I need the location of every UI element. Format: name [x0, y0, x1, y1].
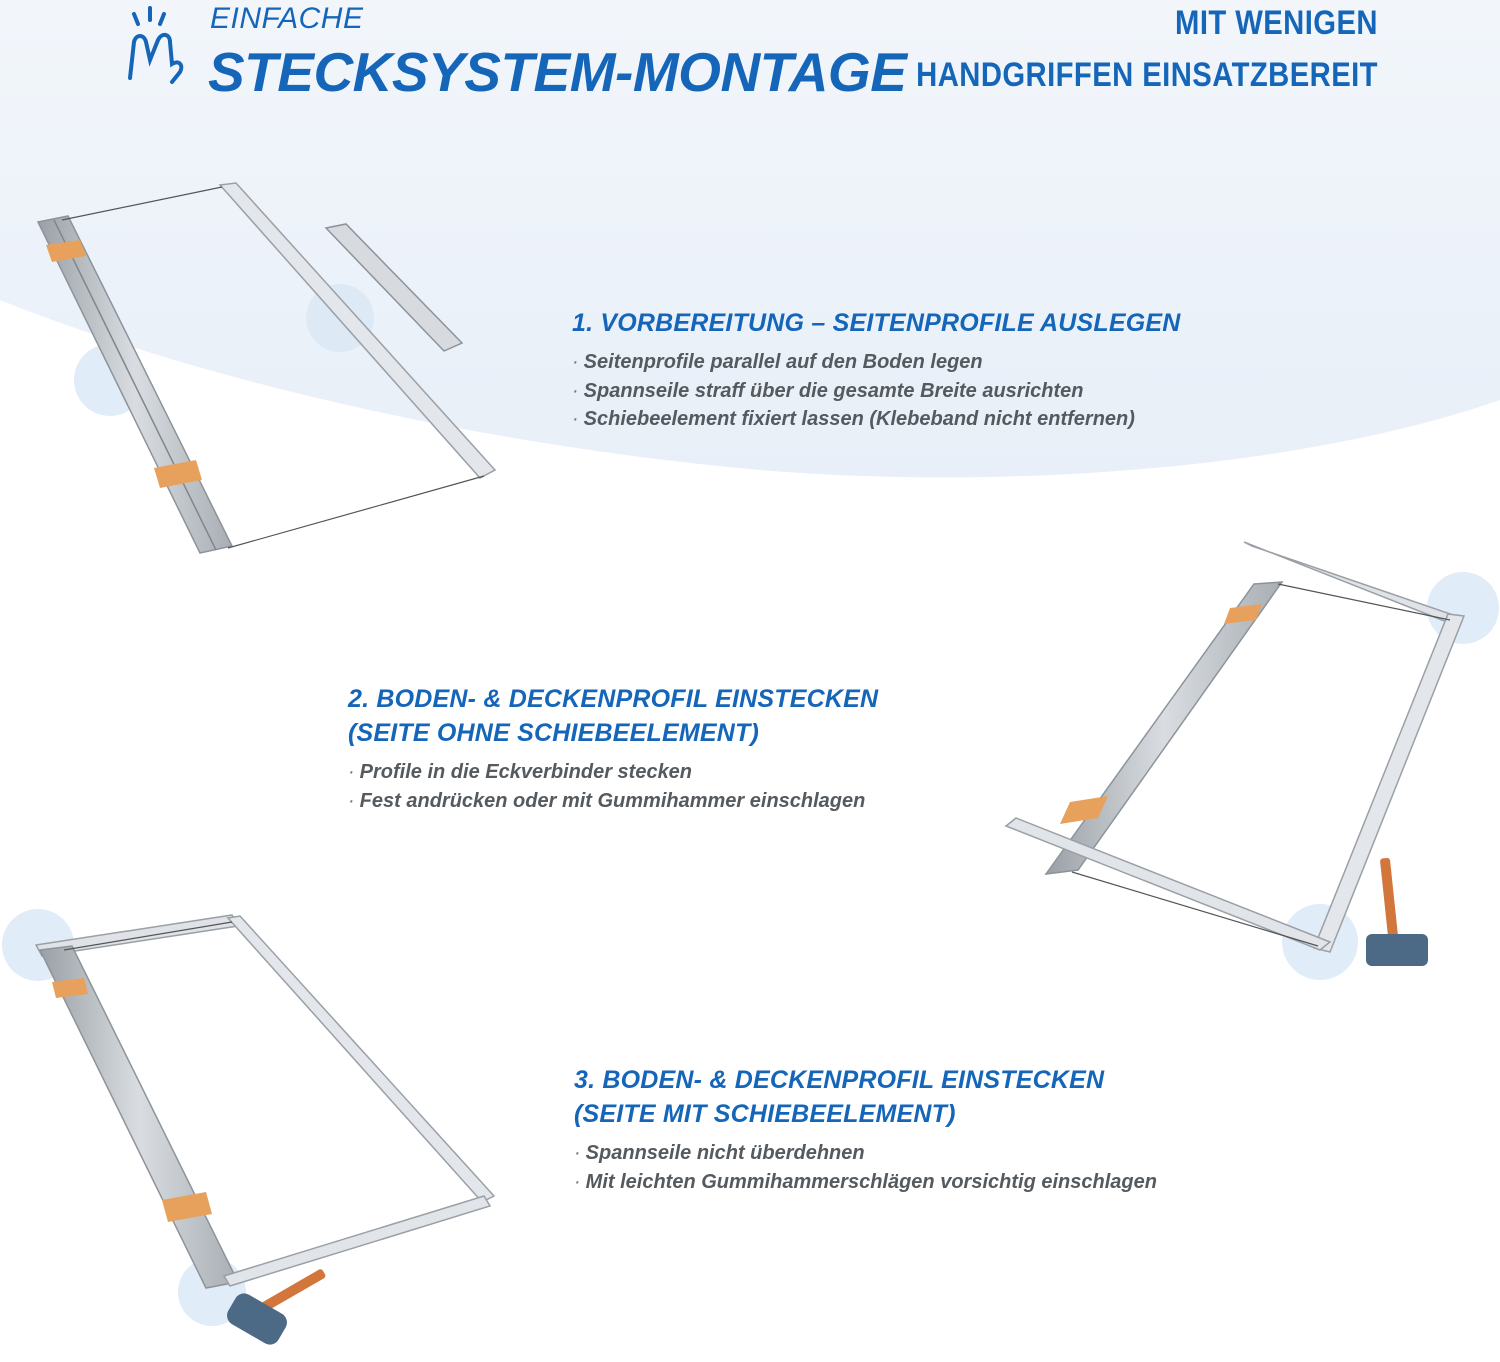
bullet-dot-icon: ·	[572, 379, 579, 402]
list-item: · Spannseile nicht überdehnen	[574, 1142, 865, 1164]
bullet-dot-icon: ·	[572, 351, 579, 373]
step-2-title-line-2: (SEITE OHNE SCHIEBEELEMENT)	[348, 719, 759, 747]
header-kicker: EINFACHE	[210, 2, 364, 35]
list-item: · Schiebeelement fixiert lassen (Klebeband nicht entfernen)	[572, 408, 1135, 430]
tape-strip	[1224, 604, 1262, 624]
step-1-title: 1. VORBEREITUNG – SEITENPROFILE AUSLEGEN	[572, 309, 1181, 337]
highlight-circle	[1427, 572, 1499, 644]
list-item: · Seitenprofile parallel auf den Boden legen	[572, 351, 983, 373]
side-profile-left	[40, 946, 238, 1288]
step-2	[348, 682, 878, 815]
list-item: · Mit leichten Gummihammerschlägen vorsichtig einschlagen	[574, 1170, 1157, 1193]
step-1-bullets	[572, 348, 1181, 434]
tension-cable	[64, 922, 232, 950]
step-2-title-line-1: 2. BODEN- & DECKENPROFIL EINSTECKEN	[348, 685, 879, 713]
list-item: · Fest andrücken oder mit Gummihammer einschlagen	[348, 789, 866, 812]
bullet-dot-icon: ·	[572, 408, 579, 430]
list-item: · Profile in die Eckverbinder stecken	[348, 761, 693, 783]
rubber-mallet-icon	[1366, 858, 1428, 966]
bullet-dot-icon: ·	[348, 789, 355, 812]
list-item: · Spannseile straff über die gesamte Breite ausrichten	[572, 379, 1084, 402]
page-title: STECKSYSTEM-MONTAGE	[208, 41, 907, 103]
side-profile-left	[1046, 582, 1282, 874]
bullet-dot-icon: ·	[574, 1142, 581, 1164]
right-profile	[228, 916, 494, 1202]
tension-cable	[62, 187, 222, 220]
bullet-dot-icon: ·	[574, 1170, 581, 1193]
tension-cable	[1072, 872, 1318, 946]
tagline-line-1: MIT WENIGEN	[1175, 4, 1378, 42]
tension-cable	[228, 476, 484, 548]
step-3	[574, 1063, 1157, 1196]
step-1	[572, 306, 1181, 434]
step-3-title-line-1: 3. BODEN- & DECKENPROFIL EINSTECKEN	[574, 1066, 1105, 1094]
step-3-bullets	[574, 1139, 1157, 1196]
step2-illustration	[1006, 542, 1464, 966]
side-profile-right	[220, 183, 495, 478]
step3-illustration	[36, 915, 494, 1348]
bullet-dot-icon: ·	[348, 761, 355, 783]
bottom-profile	[1006, 818, 1330, 950]
step-3-title-line-2: (SEITE MIT SCHIEBEELEMENT)	[574, 1100, 956, 1128]
tagline-line-2: HANDGRIFFEN EINSATZBEREIT	[916, 56, 1378, 94]
bottom-profile	[224, 1196, 490, 1286]
step-2-bullets	[348, 758, 878, 815]
